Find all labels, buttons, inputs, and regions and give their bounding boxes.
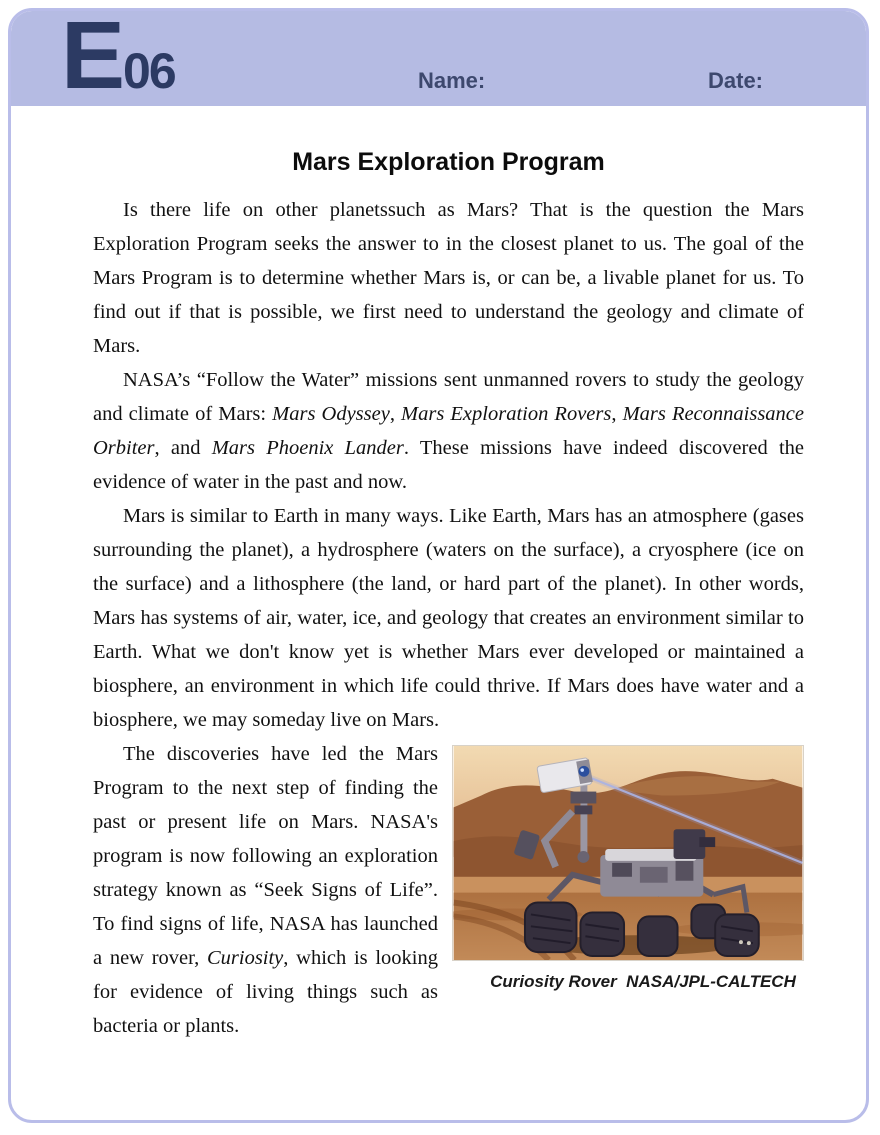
curiosity-rover-image bbox=[452, 745, 804, 961]
logo-letter: E bbox=[61, 8, 124, 109]
worksheet-header bbox=[11, 8, 866, 109]
paragraph-with-figure bbox=[93, 737, 804, 1043]
paragraph-text: The discoveries have led the Mars Program to the next step of finding the past or present life on Mars. NASA's program is now following an exploration strategy known as “Seek Signs of Life”. To find signs of life, NASA has launched a new rover, Curiosity, which is looking for evidence of living things such as bacteria or plants. bbox=[93, 743, 438, 1037]
article-paragraphs bbox=[93, 193, 804, 737]
paragraph: Is there life on other planetssuch as Mars? That is the question the Mars Exploration Program seeks the answer to in the closest planet to us. The goal of the Mars Program is to determine whether Mars is, or can be, a livable planet for us. To find out if that is possible, we first need to understand the geology and climate of Mars. bbox=[93, 199, 804, 357]
curiosity-figure bbox=[452, 745, 804, 999]
article-title: Mars Exploration Program bbox=[292, 148, 605, 176]
paragraph: Mars is similar to Earth in many ways. Like Earth, Mars has an atmosphere (gases surrounding the planet), a hydrosphere (waters on the surface), a cryosphere (ice on the surface) and a lithosphere (the land, or hard part of the planet). In other words, Mars has systems of air, water, ice, and geology that creates an environment similar to Earth. What we don't know yet is whether Mars ever developed or maintained a biosphere, an environment in which life could thrive. If Mars does have water and a biosphere, we may someday live on Mars. bbox=[93, 505, 804, 731]
paragraph: NASA’s “Follow the Water” missions sent unmanned rovers to study the geology and climate of Mars: Mars Odyssey, Mars Exploration Rovers, Mars Reconnaissance Orbiter, and Mars Phoenix Lander. These missions have indeed discovered the evidence of water in the past and now. bbox=[93, 369, 805, 493]
date-label: Date: bbox=[708, 68, 764, 93]
name-label: Name: bbox=[418, 68, 486, 93]
worksheet-body bbox=[11, 106, 866, 1043]
worksheet-card bbox=[8, 8, 869, 1123]
worksheet-logo bbox=[61, 8, 175, 109]
logo-number: 06 bbox=[123, 43, 175, 99]
figure-caption: Curiosity Rover NASA/JPL-CALTECH bbox=[490, 972, 796, 991]
